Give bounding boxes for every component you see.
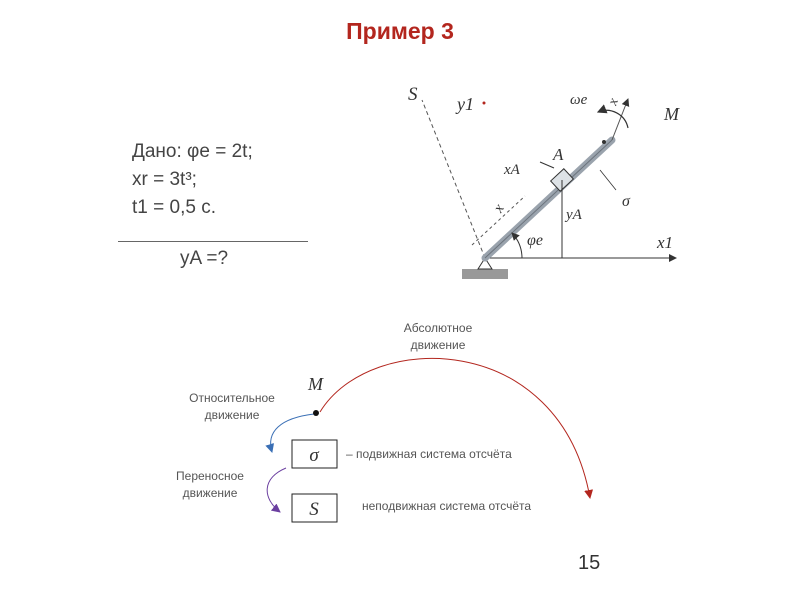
xA-tick xyxy=(540,162,554,168)
transport-motion-line-1: Переносное xyxy=(176,469,244,483)
transport-motion-line-2: движение xyxy=(182,486,238,500)
sigma-description: – подвижная система отсчёта xyxy=(346,447,512,461)
ground-support xyxy=(462,269,508,279)
label-x-rel: x xyxy=(605,96,622,108)
absolute-motion-line-2: движение xyxy=(410,338,466,352)
label-A: A xyxy=(553,145,564,164)
mechanism-diagram xyxy=(408,84,680,279)
omega-e-arc xyxy=(598,110,628,128)
relative-motion-line-2: движение xyxy=(204,408,260,422)
page-number: 15 xyxy=(578,552,601,574)
given-line-3: t1 = 0,5 с. xyxy=(132,197,216,218)
given-line-1: Дано: φe = 2t; xyxy=(132,141,253,162)
label-S: S xyxy=(408,84,418,105)
point-m-dot xyxy=(313,410,319,416)
y1-axis xyxy=(422,100,485,258)
sigma-leader xyxy=(600,170,616,190)
S-box-label: S xyxy=(309,499,319,520)
find-line: yA =? xyxy=(180,248,229,269)
label-sigma: σ xyxy=(622,193,630,210)
point-m-marker xyxy=(602,140,606,144)
label-xA: xA xyxy=(504,162,520,178)
motion-diagram xyxy=(176,321,590,522)
page-title: Пример 3 xyxy=(346,18,454,44)
motion-label-M: M xyxy=(308,374,323,394)
rotating-rod-core xyxy=(485,140,612,258)
label-M: M xyxy=(664,104,679,124)
x-dimension-line xyxy=(472,196,525,245)
label-phi-e: φe xyxy=(527,232,543,249)
relative-motion-line-1: Относительное xyxy=(189,391,275,405)
absolute-motion-line-1: Абсолютное xyxy=(403,321,473,335)
phi-e-arc xyxy=(512,233,522,258)
label-x1: x1 xyxy=(657,233,674,252)
label-y1: y1 xyxy=(457,94,474,114)
absolute-motion-arrow xyxy=(320,358,590,498)
given-line-2: xr = 3t³; xyxy=(132,169,197,190)
label-x-arm: x xyxy=(490,201,508,216)
transport-motion-arrow xyxy=(267,468,286,512)
sigma-box-label: σ xyxy=(309,445,319,466)
y1-axis-dot xyxy=(483,102,486,105)
S-description: неподвижная система отсчёта xyxy=(362,499,532,513)
label-yA: yA xyxy=(566,207,582,223)
label-omega-e: ωe xyxy=(570,92,588,108)
